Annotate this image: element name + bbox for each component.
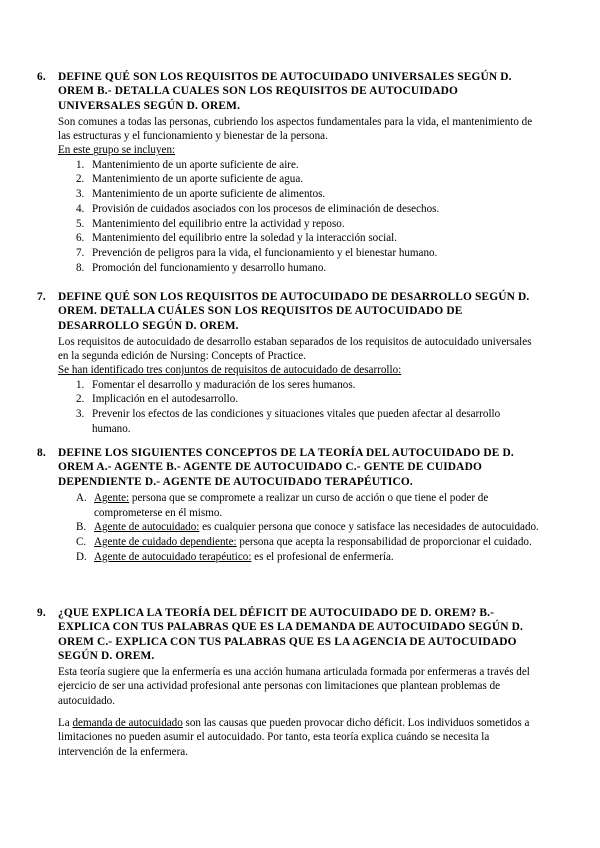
question-9-paragraph-2: La demanda de autocuidado son las causas que pueden provocar dicho déficit. Los individuos sometidos a limitaciones no pueden asumir el autocuidado. Por tanto, esta teoría explica cuándo se necesita la intervención de la enfermera.: [58, 717, 530, 758]
question-8-list: [58, 491, 540, 565]
list-item: 7. Prevención de peligros para la vida, el funcionamiento y el bienestar humano.: [76, 247, 438, 259]
list-item: 3. Prevenir los efectos de las condiciones y situaciones vitales que pueden afectar al desarrollo humano.: [76, 408, 501, 435]
list-item: 6. Mantenimiento del equilibrio entre la soledad y la interacción social.: [76, 232, 397, 245]
question-9-heading-text: ¿QUE EXPLICA LA TEORÍA DEL DÉFICIT DE AUTOCUIDADO DE D. OREM? B.- EXPLICA CON TUS PALABRAS QUE ES LA DEMANDA DE AUTOCUIDADO SEGÚN D. OREM C.- EXPLICA CON TUS PALABRAS QUE ES LA AGENCIA DE AUTOCUIDADO SEGÚN D. OREM.: [58, 607, 523, 662]
question-9: [0, 606, 600, 759]
question-6: [0, 70, 600, 275]
question-7-intro: Los requisitos de autocuidado de desarrollo estaban separados de los requisitos de autocuidado universales en la segunda edición de Nursing: Concepts of Practice.: [58, 335, 532, 363]
demanda-term: demanda de autocuidado: [72, 717, 183, 730]
list-item: 2. Implicación en el autodesarrollo.: [76, 393, 239, 406]
question-8-heading: [0, 446, 540, 489]
list-item: 8. Promoción del funcionamiento y desarrollo humano.: [76, 261, 327, 274]
question-6-number: 6.: [37, 71, 46, 83]
question-9-heading: [0, 606, 540, 663]
question-8: [0, 446, 600, 564]
question-6-group-label: En este grupo se incluyen:: [58, 144, 176, 157]
definition-item: D. Agente de autocuidado terapéutico: es el profesional de enfermería.: [76, 550, 394, 563]
question-9-paragraph-1: Esta teoría sugiere que la enfermería es una acción humana articulada formada por enfermeras a través del ejercicio de ser una actividad profesional ante personas con limitaciones que plantean problemas de autocuidado.: [58, 666, 530, 707]
question-7-group-label: Se han identificado tres conjuntos de requisitos de autocuidado de desarrollo:: [58, 364, 402, 377]
question-7-number: 7.: [37, 291, 46, 303]
list-item: 2. Mantenimiento de un aporte suficiente de agua.: [76, 173, 304, 186]
question-8-heading-text: DEFINE LOS SIGUIENTES CONCEPTOS DE LA TEORÍA DEL AUTOCUIDADO DE D. OREM A.- AGENTE B.- AGENTE DE AUTOCUIDADO C.- GENTE DE CUIDADO DEPENDIENTE D.- AGENTE DE AUTOCUIDADO TERAPÉUTICO.: [58, 447, 514, 488]
list-item: 4. Provisión de cuidados asociados con los procesos de eliminación de desechos.: [76, 202, 440, 215]
definition-item: A. Agente: persona que se compromete a realizar un curso de acción o que tiene el poder de comprometerse en él mismo.: [76, 491, 489, 519]
question-6-list: [58, 158, 540, 276]
definition-item: C. Agente de cuidado dependiente: persona que acepta la responsabilidad de proporcionar el cuidado.: [76, 536, 532, 548]
list-item: 3. Mantenimiento de un aporte suficiente de alimentos.: [76, 188, 326, 201]
question-9-number: 9.: [37, 607, 46, 619]
question-7-heading-text: DEFINE QUÉ SON LOS REQUISITOS DE AUTOCUIDADO DE DESARROLLO SEGÚN D. OREM. DETALLA CUÁLES SON LOS REQUISITOS DE AUTOCUIDADO DE DESARROLLO SEGÚN D. OREM.: [58, 291, 530, 332]
list-item: 5. Mantenimiento del equilibrio entre la actividad y reposo.: [76, 217, 345, 230]
question-7: [0, 290, 600, 437]
definition-item: B. Agente de autocuidado: es cualquier persona que conoce y satisface las necesidades de autocuidado.: [76, 521, 539, 534]
list-item: 1. Fomentar el desarrollo y maduración de los seres humanos.: [76, 378, 356, 391]
list-item: 1. Mantenimiento de un aporte suficiente de aire.: [76, 158, 299, 171]
question-6-heading: [0, 70, 540, 113]
definition-term: Agente:: [94, 491, 130, 504]
question-6-heading-text: DEFINE QUÉ SON LOS REQUISITOS DE AUTOCUIDADO UNIVERSALES SEGÚN D. OREM B.- DETALLA CUALES SON LOS REQUISITOS DE AUTOCUIDADO UNIVERSALES SEGÚN D. OREM.: [58, 71, 512, 112]
definition-term: Agente de autocuidado terapéutico:: [94, 550, 252, 563]
definition-term: Agente de cuidado dependiente:: [94, 536, 237, 548]
definition-term: Agente de autocuidado:: [94, 521, 200, 534]
question-6-intro: Son comunes a todas las personas, cubriendo los aspectos fundamentales para la vida, el mantenimiento de las estructuras y el funcionamiento y bienestar de la persona.: [58, 115, 533, 143]
question-7-heading: [0, 290, 540, 333]
question-8-number: 8.: [37, 447, 46, 459]
question-7-list: [58, 378, 540, 437]
